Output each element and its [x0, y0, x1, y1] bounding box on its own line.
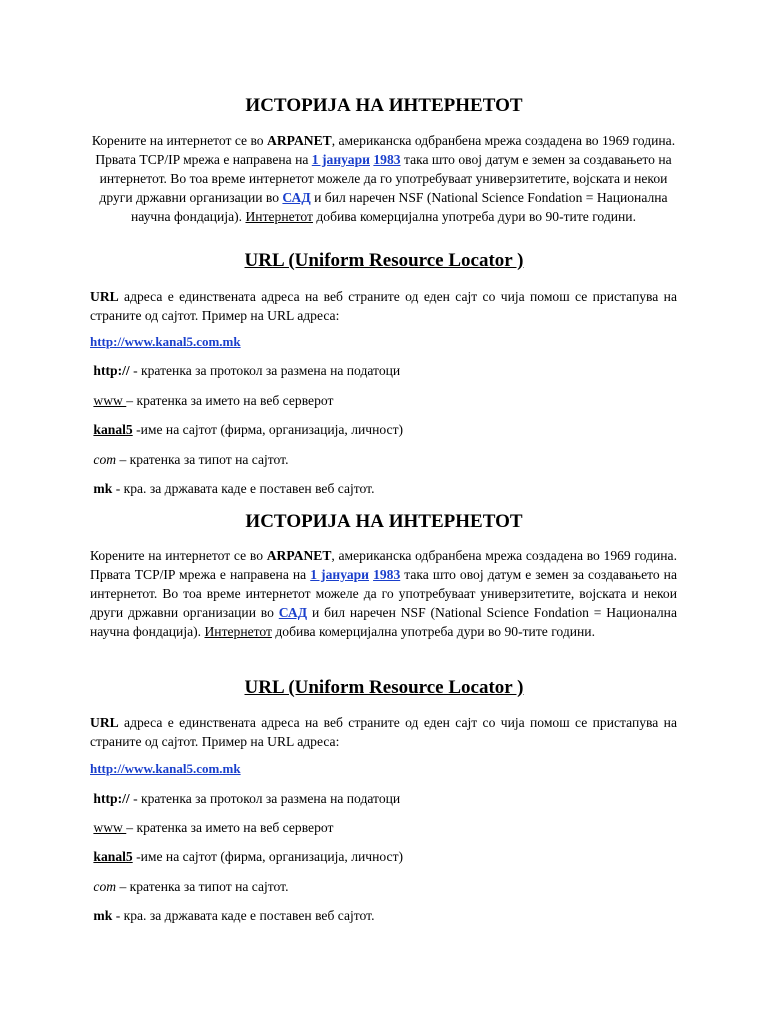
year-link[interactable]: 1983: [373, 567, 401, 582]
part-desc: – кратенка за типот на сајтот.: [116, 452, 289, 467]
url-part-country: [90, 479, 690, 498]
history-paragraph: [90, 546, 677, 641]
internet-word: Интернетот: [204, 624, 272, 639]
date-link[interactable]: 1 јануари: [310, 567, 370, 582]
part-key: com: [93, 879, 117, 894]
part-key: kanal5: [93, 422, 133, 437]
history-text: Корените на интернетот се во: [90, 548, 267, 563]
url-part-http: [90, 789, 690, 808]
part-desc: – кратенка за името на веб серверот: [126, 820, 334, 835]
arpanet-term: ARPANET: [266, 548, 332, 563]
url-title: URL (Uniform Resource Locator ): [244, 677, 524, 698]
history-text: така што овој датум е земен за создавањето на интернетот. Во тоа време интернетот можеле да го употребуваат универзитетите, војската и некои други државни организации во: [90, 567, 677, 620]
part-desc: - кратенка за протокол за размена на податоци: [129, 791, 401, 806]
history-text: добива комерцијална употреба дури во 90-тите години.: [271, 624, 595, 639]
url-text: адреса е единствената адреса на веб страните од еден сајт со чија помош се пристапува на страните од сајтот. Пример на URL адреса:: [90, 715, 677, 749]
url-part-http: [90, 361, 690, 380]
part-key: mk: [93, 908, 113, 923]
url-part-country: [90, 906, 690, 925]
history-text: добива комерцијална употреба дури во 90-тите години.: [312, 209, 636, 224]
example-url-link[interactable]: http://www.kanal5.com.mk: [90, 334, 241, 349]
url-term: URL: [90, 289, 119, 304]
part-desc: -име на сајтот (фирма, организација, личност): [132, 849, 404, 864]
history-text: и бил наречен NSF (National Science Fondation = Национална научна фондација).: [131, 190, 668, 224]
history-text: Корените на интернетот се во: [91, 133, 268, 148]
url-text: адреса е единствената адреса на веб страните од еден сајт со чија помош се пристапува на страните од сајтот. Пример на URL адреса:: [90, 289, 677, 323]
url-title: URL (Uniform Resource Locator ): [244, 250, 524, 271]
example-url-link[interactable]: http://www.kanal5.com.mk: [90, 761, 241, 776]
history-text: и бил наречен NSF (National Science Fondation = Национална научна фондација).: [90, 605, 677, 639]
url-part-site: [90, 847, 690, 866]
history-text: така што овој датум е земен за создавањето на интернетот. Во тоа време интернетот можеле да го употребуваат универзитетите, војската и некои други државни организации во: [99, 152, 672, 205]
part-key: http://: [93, 363, 130, 378]
url-part-type: [90, 450, 690, 469]
url-part-site: [90, 420, 690, 439]
url-part-www: [90, 391, 690, 410]
date-link[interactable]: 1 јануари: [311, 152, 370, 167]
part-desc: – кратенка за името на веб серверот: [126, 393, 334, 408]
url-part-www: [90, 818, 690, 837]
part-desc: - кра. за државата каде е поставен веб сајтот.: [112, 481, 375, 496]
history-text: , американска одбранбена мрежа создадена во 1969 година. Првата TCP/IP мрежа е направена на: [95, 133, 676, 167]
usa-link[interactable]: САД: [282, 190, 311, 205]
url-part-type: [90, 877, 690, 896]
history-title: ИСТОРИЈА НА ИНТЕРНЕТОТ: [245, 511, 523, 532]
year-link[interactable]: 1983: [373, 152, 401, 167]
part-key: http://: [93, 791, 130, 806]
history-text: , американска одбранбена мрежа создадена во 1969 година. Првата TCP/IP мрежа е направена на: [90, 548, 677, 582]
url-term: URL: [90, 715, 119, 730]
part-desc: - кратенка за протокол за размена на податоци: [129, 363, 401, 378]
part-desc: -име на сајтот (фирма, организација, личност): [132, 422, 404, 437]
part-key: mk: [93, 481, 113, 496]
url-paragraph: [90, 287, 677, 325]
example-url-line: [90, 759, 690, 778]
internet-word: Интернетот: [245, 209, 313, 224]
part-desc: – кратенка за типот на сајтот.: [116, 879, 289, 894]
history-title: ИСТОРИЈА НА ИНТЕРНЕТОТ: [245, 95, 523, 116]
usa-link[interactable]: САД: [278, 605, 308, 620]
part-key: kanal5: [93, 849, 133, 864]
url-paragraph: [90, 713, 677, 751]
part-key: www: [93, 820, 127, 835]
history-paragraph: [90, 131, 677, 226]
arpanet-term: ARPANET: [267, 133, 332, 148]
part-key: www: [93, 393, 127, 408]
part-desc: - кра. за државата каде е поставен веб сајтот.: [112, 908, 375, 923]
example-url-line: [90, 332, 690, 351]
part-key: com: [93, 452, 117, 467]
